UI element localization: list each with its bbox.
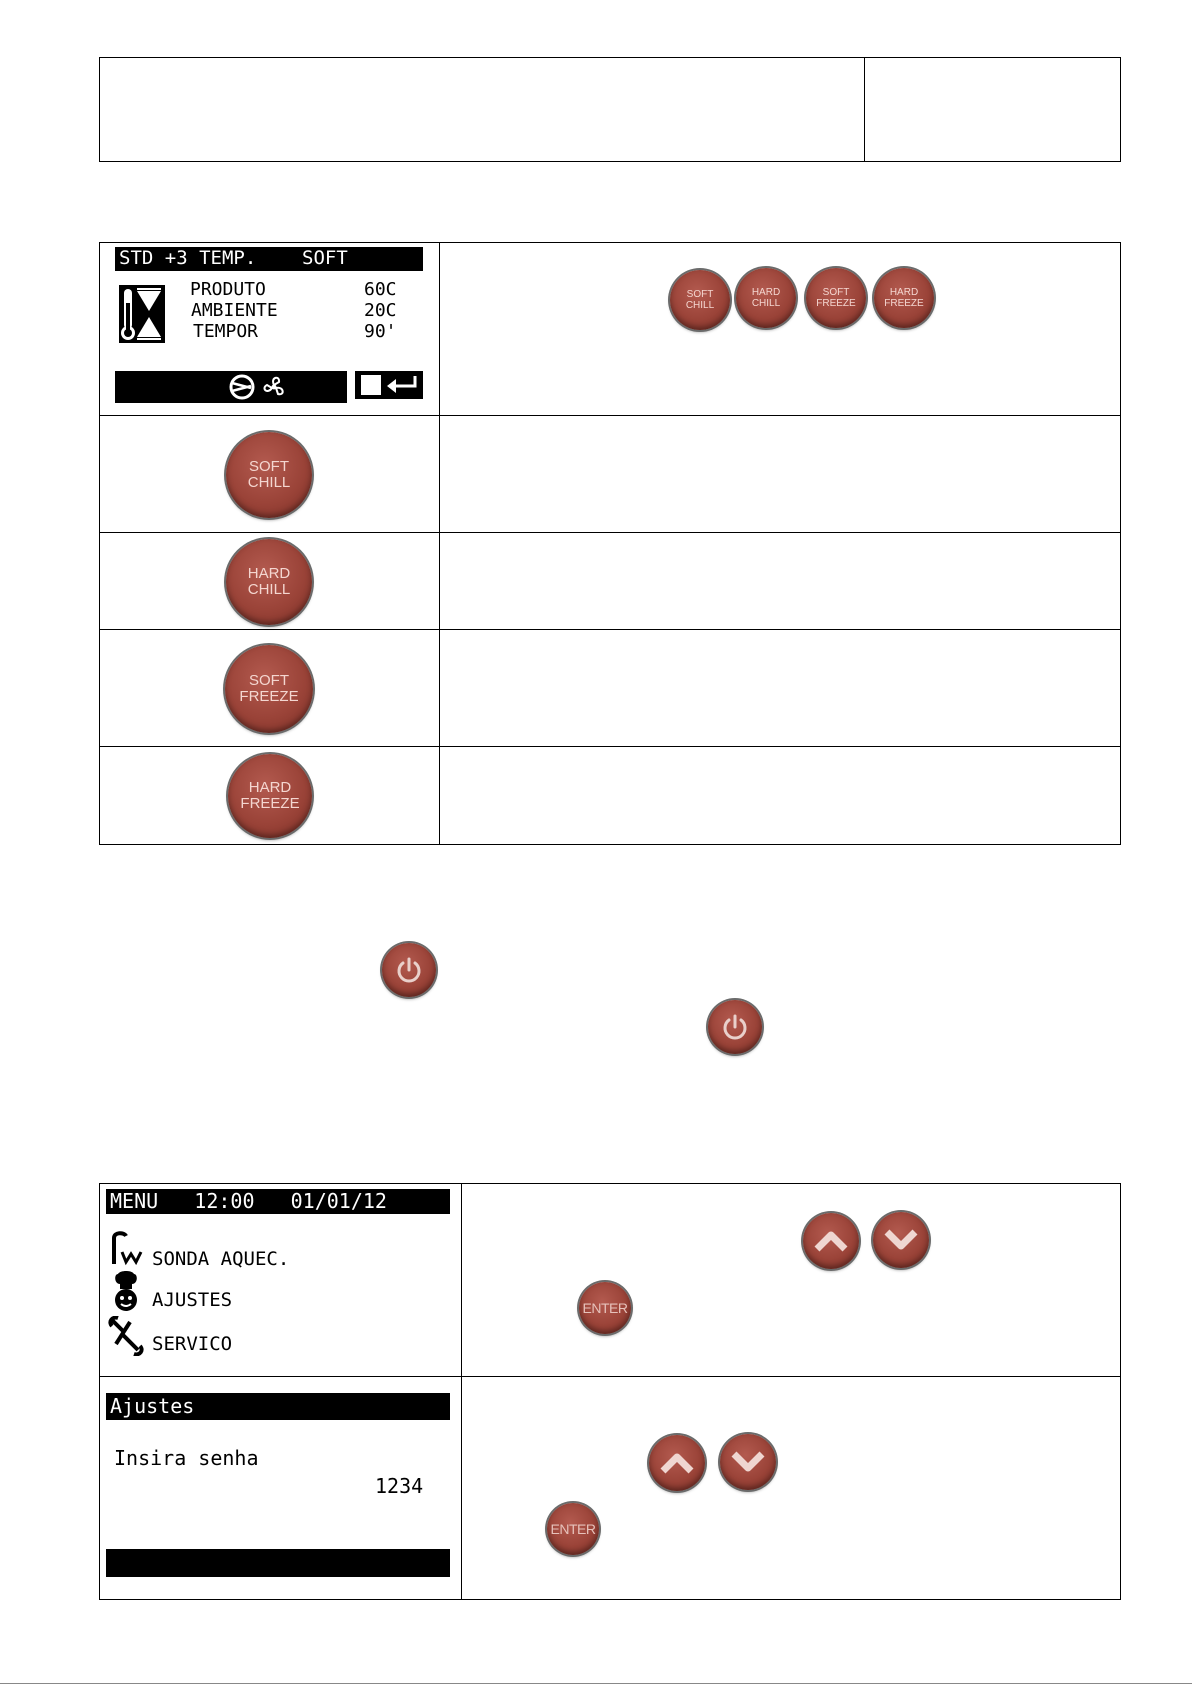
arrow-down-button-2[interactable] [720,1434,776,1490]
hard-freeze-button[interactable]: HARD FREEZE [228,754,312,838]
menu-item-sonda[interactable]: SONDA AQUEC. [152,1248,290,1270]
stop-square-icon [361,375,381,395]
fan-icon [259,374,289,400]
lcd-menu-top-bar: MENU 12:00 01/01/12 [106,1189,450,1214]
lcd-row-ambiente-label: AMBIENTE [191,300,278,321]
lcd-bottom-enter-bar [355,371,423,399]
power-icon [720,1012,750,1042]
menu-item-servico[interactable]: SERVICO [152,1333,233,1355]
arrow-up-button-2[interactable] [649,1435,705,1491]
enter-button-2[interactable]: ENTER [547,1503,599,1555]
lcd-password-bottom-bar [106,1549,450,1577]
arrow-up-button[interactable] [803,1213,859,1269]
lcd-password-screen [104,1385,454,1590]
lcd-row-tempor-value: 90' [364,321,397,342]
chevron-down-icon [883,1226,919,1254]
thermometer-icon [119,285,165,343]
chevron-up-icon [659,1449,695,1477]
header-box [99,57,1121,162]
chef-icon [112,1270,140,1314]
lcd-row-ambiente-value: 20C [364,300,397,321]
soft-chill-button-small[interactable]: SOFT CHILL [670,270,730,330]
lcd-main-screen [113,247,425,407]
menu-item-ajustes[interactable]: AJUSTES [152,1289,233,1311]
password-value[interactable]: 1234 [375,1474,424,1498]
probe-icon [108,1230,146,1266]
page-bottom-rule [0,1683,1192,1684]
soft-chill-button[interactable]: SOFT CHILL [226,432,312,518]
power-button[interactable] [382,943,436,997]
power-button-2[interactable] [708,1000,762,1054]
wrench-icon [108,1316,146,1356]
lcd-row-tempor-label: TEMPOR [193,321,259,342]
hard-chill-button-small[interactable]: HARD CHILL [736,268,796,328]
enter-button[interactable]: ENTER [579,1282,631,1334]
hard-chill-button[interactable]: HARD CHILL [226,539,312,625]
lcd-bottom-status-bar [115,371,347,403]
lcd-menu-screen [104,1188,454,1368]
chevron-down-icon [730,1448,766,1476]
soft-freeze-button[interactable]: SOFT FREEZE [225,645,313,733]
chevron-up-icon [813,1227,849,1255]
header-divider [864,57,865,162]
power-icon [394,955,424,985]
lcd-row-produto-label: PRODUTO [190,279,266,300]
lcd-password-top-bar: Ajustes [106,1393,450,1420]
lcd-row-produto-value: 60C [364,279,397,300]
lcd-main-top-bar: STD +3 TEMP. SOFT [115,247,423,271]
arrow-down-button[interactable] [873,1212,929,1268]
return-arrow-icon [385,374,419,396]
hard-freeze-button-small[interactable]: HARD FREEZE [874,268,934,328]
soft-freeze-button-small[interactable]: SOFT FREEZE [806,268,866,328]
password-prompt: Insira senha [114,1446,259,1470]
